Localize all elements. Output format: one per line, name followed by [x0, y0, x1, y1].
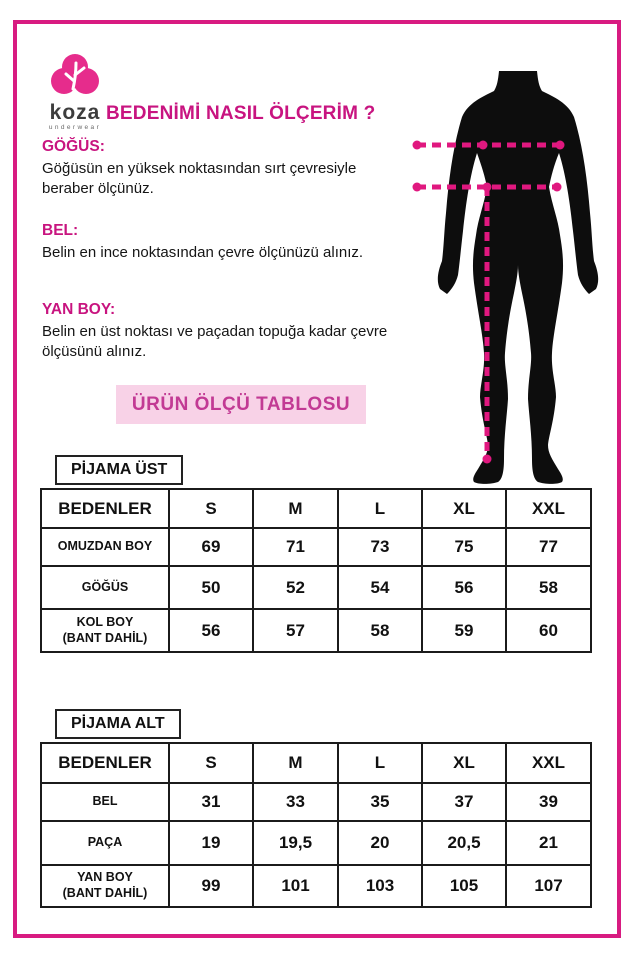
table-cell: 19 — [169, 821, 253, 865]
row-label-line1: YAN BOY — [77, 870, 133, 885]
table-cell: 54 — [338, 566, 422, 609]
table-cell: 73 — [338, 528, 422, 566]
row-label: PAÇA — [41, 821, 169, 865]
table-header-row — [41, 489, 591, 528]
body-silhouette-figure — [400, 55, 620, 495]
row-label: GÖĞÜS — [41, 566, 169, 609]
table-title-pajama-top: PİJAMA ÜST — [55, 455, 183, 485]
page-title: BEDENİMİ NASIL ÖLÇERİM ? — [106, 103, 376, 124]
header-cell-xl: XL — [422, 489, 506, 528]
table-cell: 37 — [422, 783, 506, 821]
table-cell: 52 — [253, 566, 338, 609]
header-cell-l: L — [338, 743, 422, 783]
table-cell: 20 — [338, 821, 422, 865]
table-cell: 31 — [169, 783, 253, 821]
table-cell: 59 — [422, 609, 506, 652]
size-table-banner: ÜRÜN ÖLÇÜ TABLOSU — [116, 385, 366, 424]
table-row-shoulder-length — [41, 528, 591, 566]
brand-subtitle: underwear — [48, 124, 102, 131]
brand-logo — [40, 54, 110, 132]
row-label: OMUZDAN BOY — [41, 528, 169, 566]
body-silhouette — [438, 71, 598, 484]
row-label-line2: (BANT DAHİL) — [62, 630, 148, 645]
table-cell: 69 — [169, 528, 253, 566]
header-cell-l: L — [338, 489, 422, 528]
table-cell: 58 — [506, 566, 591, 609]
table-row-leg-opening — [41, 821, 591, 865]
header-cell-xxl: XXL — [506, 489, 591, 528]
header-cell-s: S — [169, 489, 253, 528]
section-chest — [42, 138, 408, 199]
row-label: BEL — [41, 783, 169, 821]
table-row-chest — [41, 566, 591, 609]
table-cell: 58 — [338, 609, 422, 652]
row-label — [41, 865, 169, 907]
row-label — [41, 609, 169, 652]
table-cell: 101 — [253, 865, 338, 907]
row-label-line1: KOL BOY — [76, 614, 134, 629]
table-header-row — [41, 743, 591, 783]
section-side-length-heading: YAN BOY: — [42, 301, 116, 318]
table-cell: 99 — [169, 865, 253, 907]
table-cell: 75 — [422, 528, 506, 566]
table-cell: 105 — [422, 865, 506, 907]
table-cell: 35 — [338, 783, 422, 821]
table-title-pajama-bottom: PİJAMA ALT — [55, 709, 181, 739]
section-chest-heading: GÖĞÜS: — [42, 138, 105, 155]
table-cell: 57 — [253, 609, 338, 652]
section-chest-text: Göğüsün en yüksek noktasından sırt çevresiyle beraber ölçünüz. — [42, 160, 357, 197]
header-cell-sizes: BEDENLER — [41, 743, 169, 783]
header-cell-xxl: XXL — [506, 743, 591, 783]
table-cell: 21 — [506, 821, 591, 865]
size-table-pajama-top — [40, 488, 592, 653]
header-cell-m: M — [253, 489, 338, 528]
table-cell: 56 — [169, 609, 253, 652]
table-row-waist — [41, 783, 591, 821]
table-cell: 77 — [506, 528, 591, 566]
table-cell: 39 — [506, 783, 591, 821]
table-cell: 107 — [506, 865, 591, 907]
brand-name: koza — [49, 101, 101, 124]
header-cell-xl: XL — [422, 743, 506, 783]
section-waist — [42, 222, 408, 263]
table-cell: 19,5 — [253, 821, 338, 865]
section-side-length — [42, 301, 408, 362]
table-row-sleeve-length — [41, 609, 591, 652]
header-cell-s: S — [169, 743, 253, 783]
row-label-line2: (BANT DAHİL) — [62, 886, 148, 900]
table-cell: 60 — [506, 609, 591, 652]
table-row-side-length — [41, 865, 591, 907]
size-table-pajama-bottom — [40, 742, 592, 908]
koza-trefoil-icon — [51, 54, 99, 96]
section-waist-text: Belin en ince noktasından çevre ölçünüzü alınız. — [42, 244, 364, 261]
table-cell: 103 — [338, 865, 422, 907]
table-cell: 20,5 — [422, 821, 506, 865]
header-cell-m: M — [253, 743, 338, 783]
table-cell: 56 — [422, 566, 506, 609]
section-waist-heading: BEL: — [42, 222, 79, 239]
header-cell-sizes: BEDENLER — [41, 489, 169, 528]
table-cell: 33 — [253, 783, 338, 821]
table-cell: 50 — [169, 566, 253, 609]
section-side-length-text: Belin en üst noktası ve paçadan topuğa kadar çevre ölçüsünü alınız. — [42, 323, 388, 360]
table-cell: 71 — [253, 528, 338, 566]
